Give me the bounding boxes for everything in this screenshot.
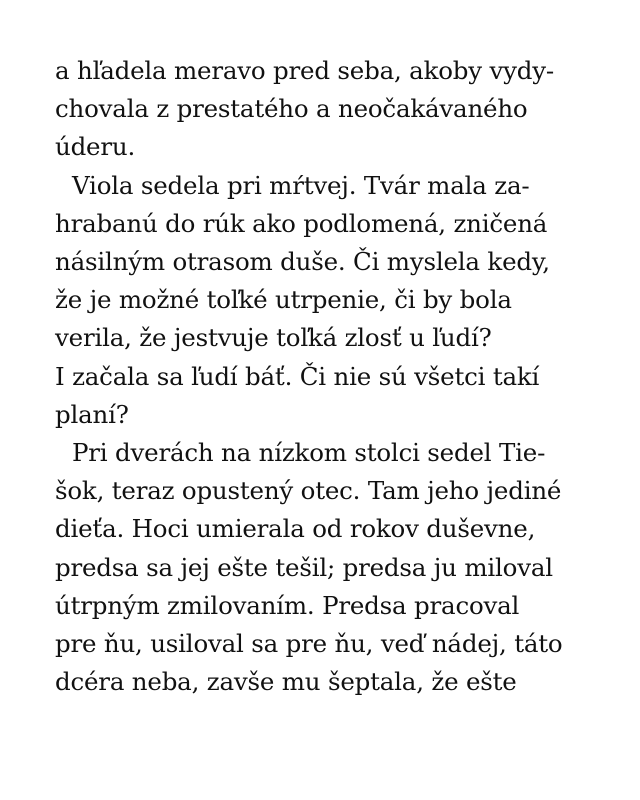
paragraph-2 [55, 167, 595, 434]
text-line: útrpným zmilovaním. Predsa pracoval [55, 590, 520, 620]
text-line: planí? [55, 399, 129, 429]
text-line-indented: Viola sedela pri mŕtvej. Tvár mala za- [72, 170, 530, 200]
text-line: dieťa. Hoci umierala od rokov duševne, [55, 514, 536, 544]
text-line: šok, teraz opustený otec. Tam jeho jediné [55, 476, 562, 506]
book-page-text [55, 52, 595, 701]
text-line: úderu. [55, 132, 136, 162]
paragraph-1 [55, 52, 595, 167]
text-line: násilným otrasom duše. Či myslela kedy, [55, 247, 550, 277]
text-line: chovala z prestatého a neočakávaného [55, 94, 528, 124]
text-line: I začala sa ľudí báť. Či nie sú všetci takí [55, 361, 540, 391]
text-line: predsa sa jej ešte tešil; predsa ju miloval [55, 552, 553, 582]
paragraph-3 [55, 434, 595, 701]
text-line: hrabanú do rúk ako podlomená, zničená [55, 208, 548, 238]
text-line: dcéra neba, zavše mu šeptala, že ešte [55, 667, 517, 697]
text-line: pre ňu, usiloval sa pre ňu, veď nádej, táto [55, 629, 563, 659]
text-line: a hľadela meravo pred seba, akoby vydy- [55, 56, 554, 85]
text-line: že je možné toľké utrpenie, či by bola [55, 285, 512, 315]
text-line: verila, že jestvuje toľká zlosť u ľudí? [55, 323, 492, 353]
text-line-indented: Pri dverách na nízkom stolci sedel Tie- [72, 438, 546, 468]
